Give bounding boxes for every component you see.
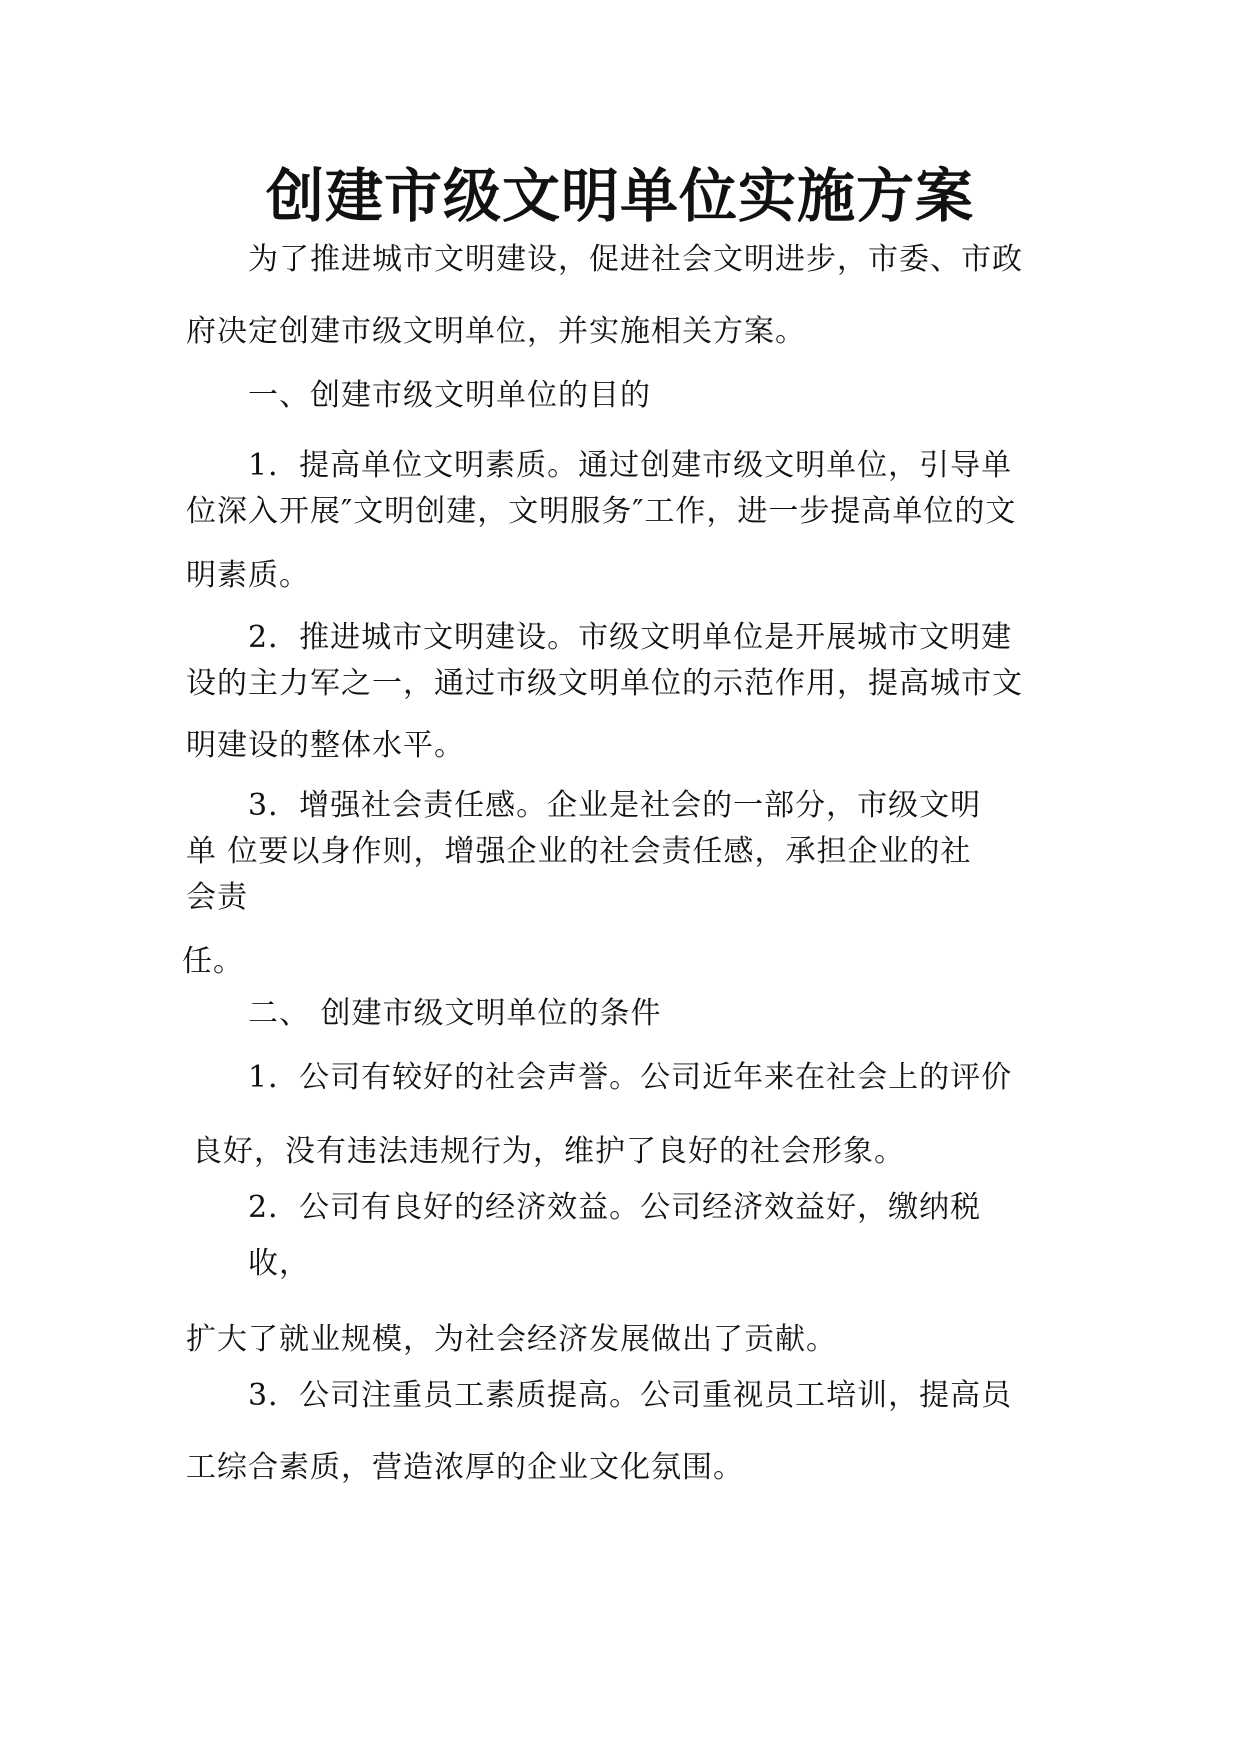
paragraph-line: 收， [248,1246,310,1281]
paragraph-line: 2．公司有良好的经济效益。公司经济效益好，缴纳税 [248,1190,982,1225]
paragraph-line: 1．提高单位文明素质。通过创建市级文明单位，引导单 [248,448,1013,483]
paragraph-line: 2．推进城市文明建设。市级文明单位是开展城市文明建 [248,620,1013,655]
paragraph-line: 扩大了就业规模，为社会经济发展做出了贡献。 [186,1322,837,1357]
paragraph-line: 单 位要以身作则，增强企业的社会责任感，承担企业的社 [186,834,972,869]
paragraph-line: 1．公司有较好的社会声誉。公司近年来在社会上的评价 [248,1060,1013,1095]
document-title: 创建市级文明单位实施方案 [265,162,974,230]
paragraph-line: 3．增强社会责任感。企业是社会的一部分，市级文明 [248,788,982,823]
paragraph-line: 府决定创建市级文明单位，并实施相关方案。 [186,314,806,349]
paragraph-line: 良好，没有违法违规行为，维护了良好的社会形象。 [192,1134,905,1169]
paragraph-line: 任。 [182,944,244,979]
paragraph-line: 为了推进城市文明建设，促进社会文明进步，市委、市政 [248,242,1023,277]
paragraph-line: 明建设的整体水平。 [186,728,465,763]
section-heading: 二、 创建市级文明单位的条件 [248,996,662,1031]
paragraph-line: 工综合素质，营造浓厚的企业文化氛围。 [186,1450,744,1485]
paragraph-line: 会责 [186,880,248,915]
paragraph-line: 明素质。 [186,558,310,593]
paragraph-line: 3．公司注重员工素质提高。公司重视员工培训，提高员 [248,1378,1013,1413]
section-heading: 一、创建市级文明单位的目的 [248,378,651,413]
paragraph-line: 位深入开展″文明创建，文明服务″工作，进一步提高单位的文 [186,494,1017,529]
paragraph-line: 设的主力军之一，通过市级文明单位的示范作用，提高城市文 [186,666,1023,701]
